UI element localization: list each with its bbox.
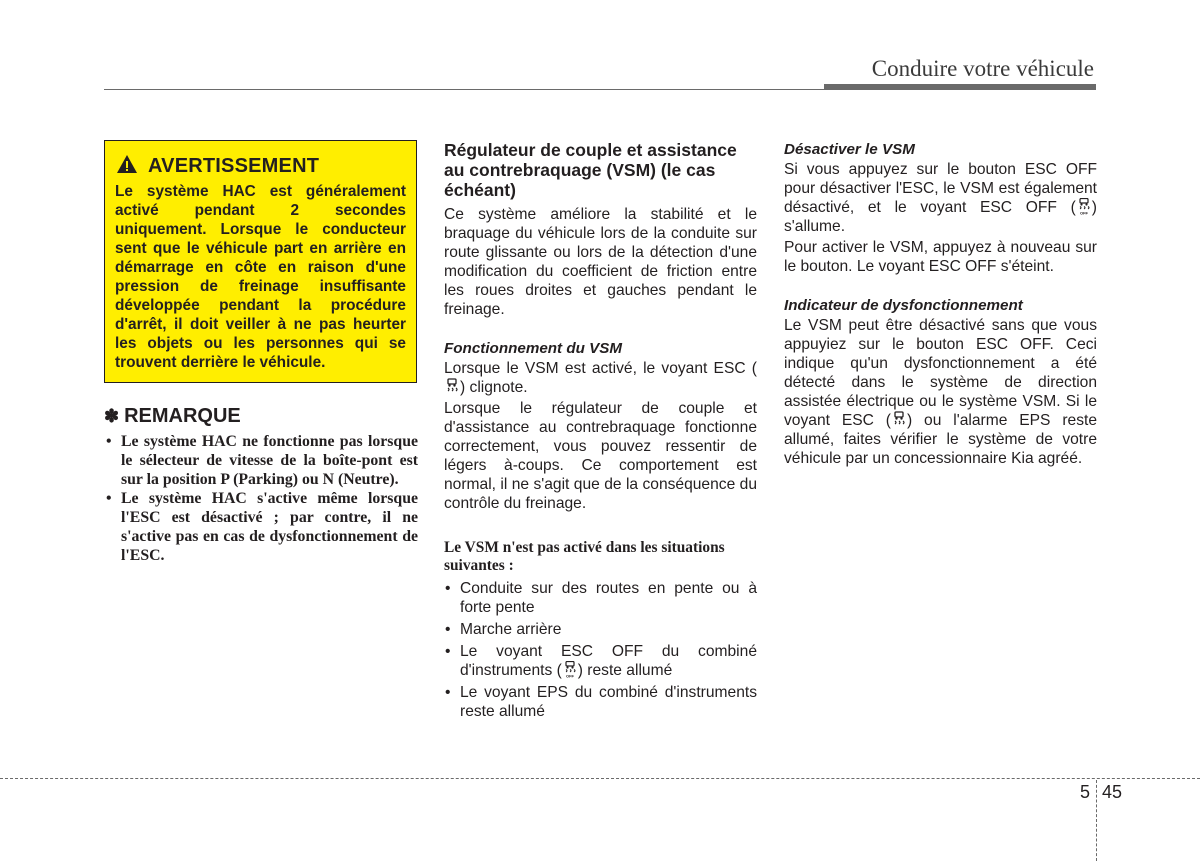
svg-text:OFF: OFF — [1079, 210, 1088, 215]
header-rule — [104, 89, 826, 90]
list-item: • Marche arrière — [444, 620, 757, 639]
note-star-icon: ✽ — [104, 406, 120, 426]
warning-triangle-icon — [115, 154, 148, 179]
esc-off-indicator-icon — [563, 661, 577, 678]
page-number: 45 — [1102, 782, 1123, 802]
header-rule-accent — [824, 84, 1096, 90]
deactivate-subheading: Désactiver le VSM — [784, 141, 915, 158]
esc-indicator-icon — [445, 378, 459, 395]
esc-off-indicator-icon — [1077, 198, 1091, 215]
page-header-title: Conduire votre véhicule — [871, 56, 1094, 81]
malfunction-paragraph: Le VSM peut être désactivé sans que vous appuyiez sur le bouton ESC OFF. Ceci indique qu'un dysfonctionnement a été détecté dans le système de direction assistée électrique ou le système VSM. Si le voyant ESC ( ) ou l'alarme EPS reste allumé, faites vérifier le système de votre véhicule par un concessionnaire Kia agréé. — [784, 317, 1097, 467]
vsm-intro: Ce système améliore la stabilité et le braquage du véhicule lors de la conduite sur route glissante ou lors de la détection d'une modification du coefficient de friction entre les roues droites et gauches pendant le freinage. — [444, 206, 757, 318]
warning-text: Le système HAC est généralement activé pendant 2 secondes uniquement. Lorsque le conducteur sent que le véhicule part en arrière en démarrage en côte en raison d'une pression de freinage insuffisante développée pendant la procédure d'arrêt, il doit veiller à ne pas heurter les objets ou les personnes qui se trouvent derrière le véhicule. — [115, 183, 406, 371]
left-column — [104, 140, 418, 565]
svg-text:OFF: OFF — [565, 673, 574, 678]
list-item: • Le voyant ESC OFF du combiné d'instruments ( OFF ) reste allumé — [444, 642, 757, 680]
list-item: • Conduite sur des routes en pente ou à forte pente — [444, 579, 757, 617]
not-active-heading: Le VSM n'est pas activé dans les situations suivantes : — [444, 539, 725, 574]
note-heading — [104, 405, 418, 428]
malfunction-subheading: Indicateur de dysfonctionnement — [784, 297, 1023, 314]
warning-box — [104, 140, 417, 383]
note-item: • Le système HAC s'active même lorsque l'ESC est désactivé ; par contre, il ne s'active pas en cas de dysfonctionnement de l'ESC. — [104, 489, 418, 565]
operation-subheading: Fonctionnement du VSM — [444, 340, 623, 357]
section-title: Régulateur de couple et assistance au contrebraquage (VSM) (le cas échéant) — [444, 140, 737, 200]
chapter-number: 5 — [1080, 782, 1091, 802]
esc-indicator-icon — [892, 411, 906, 428]
deactivate-paragraph-2: Pour activer le VSM, appuyez à nouveau sur le bouton. Le voyant ESC OFF s'éteint. — [784, 239, 1097, 275]
right-column — [784, 140, 1097, 470]
footer-rule — [0, 778, 1200, 779]
footer-divider — [1096, 780, 1097, 861]
note-item: • Le système HAC ne fonctionne pas lorsque le sélecteur de vitesse de la boîte-pont est sur la position P (Parking) ou N (Neutre). — [104, 432, 418, 489]
list-item: • Le voyant EPS du combiné d'instruments reste allumé — [444, 683, 757, 721]
note-title: REMARQUE — [124, 405, 241, 427]
operation-paragraph-2: Lorsque le régulateur de couple et d'assistance au contrebraquage fonctionne correctement, vous pouvez ressentir de légers à-coups. Ce comportement est normal, il ne s'agit que de la conséquence du contrôle du freinage. — [444, 400, 757, 512]
not-active-list — [444, 579, 757, 721]
middle-column — [444, 140, 757, 724]
operation-paragraph-1: Lorsque le VSM est activé, le voyant ESC () clignote. — [444, 360, 757, 396]
deactivate-paragraph-1: Si vous appuyez sur le bouton ESC OFF pour désactiver l'ESC, le VSM est également désactivé, et le voyant ESC OFF ( OFF ) s'allume. — [784, 161, 1097, 235]
note-list — [104, 432, 418, 565]
warning-title: AVERTISSEMENT — [148, 155, 320, 177]
